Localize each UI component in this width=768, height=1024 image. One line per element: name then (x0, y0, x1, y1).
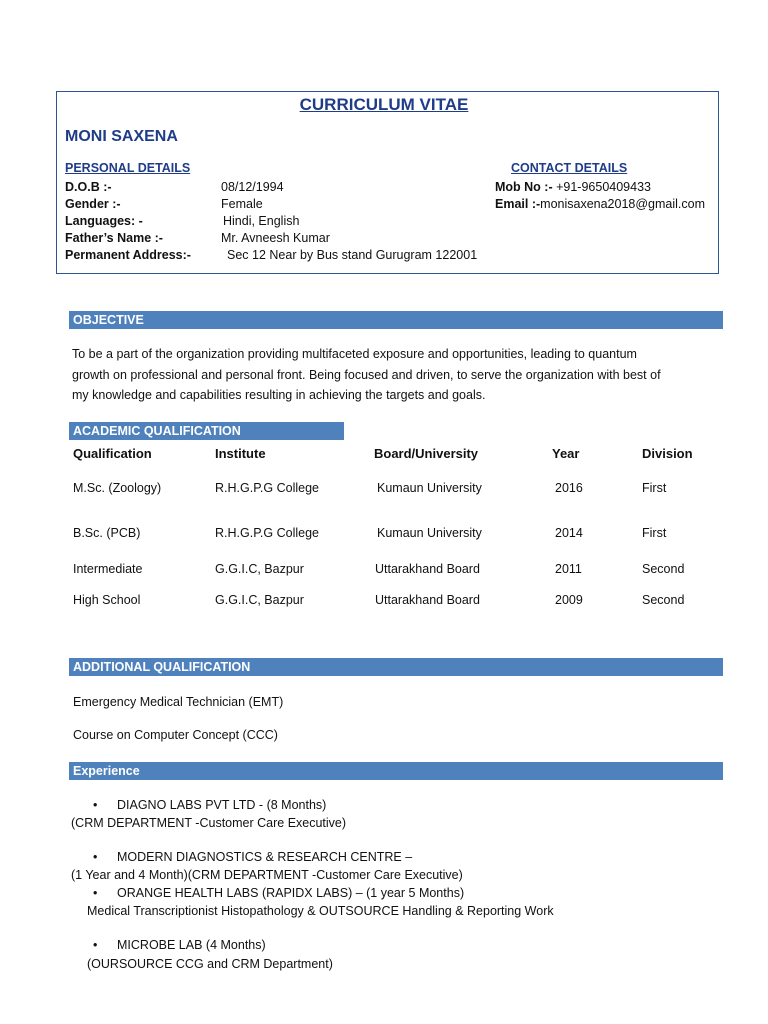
table-cell: G.G.I.C, Bazpur (215, 562, 304, 576)
table-cell: Uttarakhand Board (375, 562, 480, 576)
document-title: CURRICULUM VITAE (299, 95, 469, 114)
experience-detail: (1 Year and 4 Month)(CRM DEPARTMENT -Customer Care Executive) (71, 868, 463, 882)
email-value: monisaxena2018@gmail.com (540, 197, 706, 211)
table-cell: Intermediate (73, 562, 143, 576)
col-institute: Institute (215, 446, 266, 461)
additional-item: Emergency Medical Technician (EMT) (73, 695, 284, 709)
table-cell: 2009 (555, 593, 583, 607)
table-cell: First (642, 526, 667, 540)
address-value: Sec 12 Near by Bus stand Gurugram 122001 (227, 248, 478, 262)
objective-text (72, 344, 692, 406)
experience-heading: Experience (69, 762, 723, 780)
dob-value: 08/12/1994 (221, 180, 284, 194)
dob-label: D.O.B :- (65, 180, 112, 194)
col-board: Board/University (374, 446, 479, 461)
col-year: Year (552, 446, 580, 461)
languages-value: Hindi, English (223, 214, 300, 228)
col-qualification: Qualification (73, 446, 152, 461)
additional-item: Course on Computer Concept (CCC) (73, 728, 278, 742)
table-cell: G.G.I.C, Bazpur (215, 593, 304, 607)
gender-label: Gender :- (65, 197, 121, 211)
father-name-label: Father’s Name :- (65, 231, 163, 245)
email-line (495, 197, 705, 211)
table-cell: M.Sc. (Zoology) (73, 481, 162, 495)
objective-line: growth on professional and personal front. Being focused and driven, to serve the organization with best of (72, 367, 661, 382)
experience-title: DIAGNO LABS PVT LTD - (8 Months) (117, 798, 327, 812)
col-division: Division (642, 446, 693, 461)
experience-detail: (CRM DEPARTMENT -Customer Care Executive) (71, 816, 347, 830)
table-cell: Second (642, 562, 685, 576)
table-cell: Kumaun University (377, 526, 482, 540)
address-label: Permanent Address:- (65, 248, 191, 262)
experience-bullet: • (93, 850, 98, 864)
experience-detail: Medical Transcriptionist Histopathology & OUTSOURCE Handling & Reporting Work (87, 904, 554, 918)
objective-heading: OBJECTIVE (69, 311, 723, 329)
table-cell: Second (642, 593, 685, 607)
table-cell: High School (73, 593, 141, 607)
languages-label: Languages: - (65, 214, 143, 228)
experience-bullet: • (93, 938, 98, 952)
table-cell: Kumaun University (377, 481, 482, 495)
experience-title: MODERN DIAGNOSTICS & RESEARCH CENTRE – (117, 850, 413, 864)
table-cell: R.H.G.P.G College (215, 481, 319, 495)
objective-line: To be a part of the organization providing multifaceted exposure and opportunities, leading to quantum (72, 347, 637, 361)
table-cell: First (642, 481, 667, 495)
academic-heading: ACADEMIC QUALIFICATION (69, 422, 344, 440)
contact-details-heading: CONTACT DETAILS (511, 161, 628, 175)
father-name-value: Mr. Avneesh Kumar (221, 231, 330, 245)
table-cell: 2014 (555, 526, 583, 540)
candidate-name: MONI SAXENA (65, 128, 178, 145)
objective-line: my knowledge and capabilities resulting in achieving the targets and goals. (72, 388, 486, 402)
experience-title: ORANGE HEALTH LABS (RAPIDX LABS) – (1 year 5 Months) (117, 886, 465, 900)
additional-heading: ADDITIONAL QUALIFICATION (69, 658, 723, 676)
table-cell: R.H.G.P.G College (215, 526, 319, 540)
experience-bullet: • (93, 886, 98, 900)
experience-title: MICROBE LAB (4 Months) (117, 938, 266, 952)
personal-details-heading: PERSONAL DETAILS (65, 161, 191, 175)
table-cell: B.Sc. (PCB) (73, 526, 141, 540)
mobile-label: Mob No :- (495, 180, 553, 194)
table-cell: 2011 (555, 562, 582, 576)
gender-value: Female (221, 197, 263, 211)
email-label: Email :- (495, 197, 541, 211)
mobile-value: +91-9650409433 (552, 180, 651, 194)
table-cell: Uttarakhand Board (375, 593, 480, 607)
experience-detail: (OURSOURCE CCG and CRM Department) (87, 957, 333, 971)
experience-bullet: • (93, 798, 98, 812)
table-cell: 2016 (555, 481, 583, 495)
mobile-line (495, 180, 651, 194)
